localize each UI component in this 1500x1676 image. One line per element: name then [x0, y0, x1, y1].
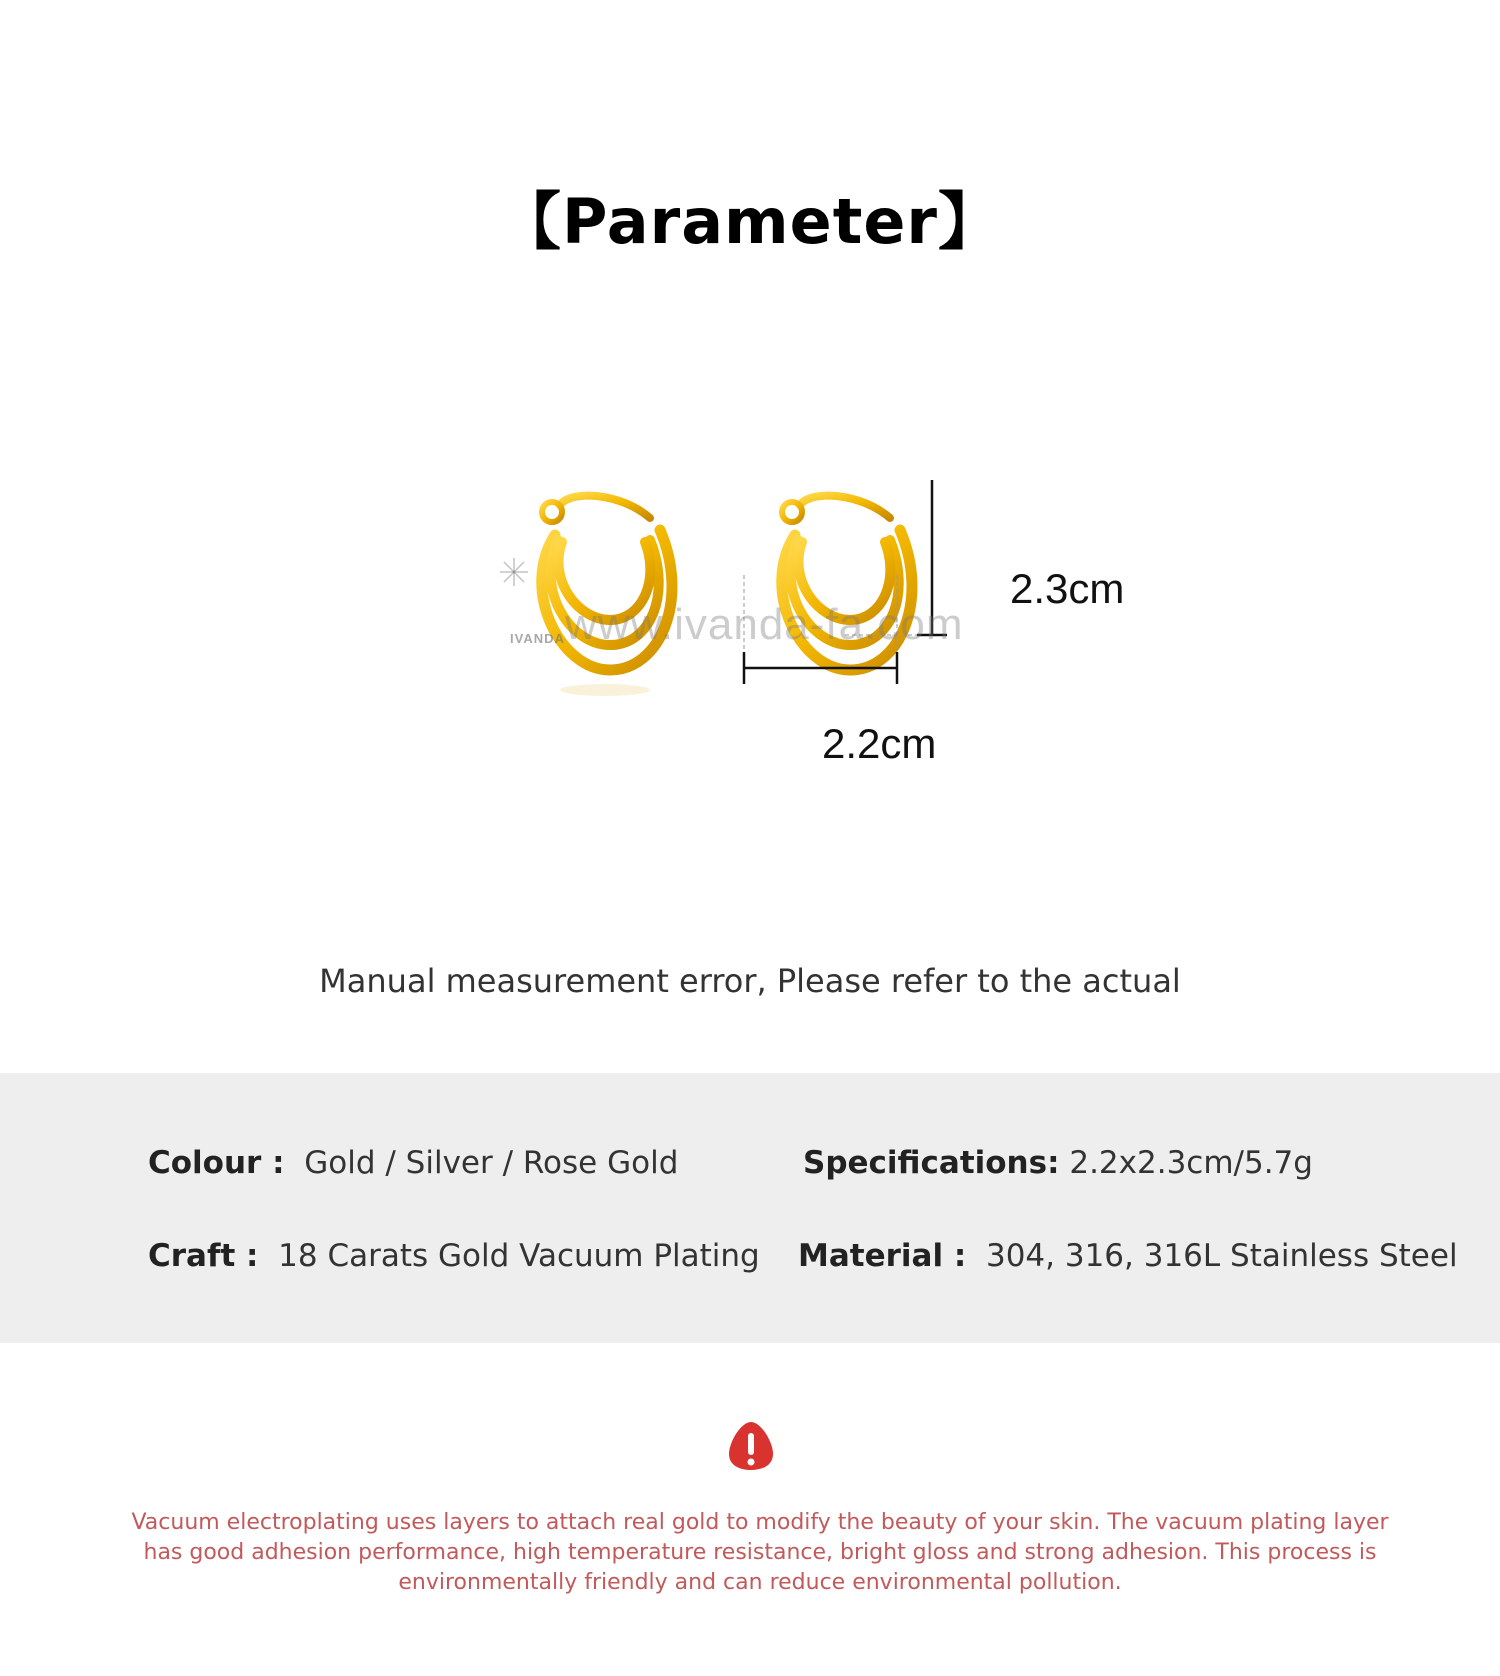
spec-material-key: Material :	[798, 1238, 967, 1274]
height-label: 2.3cm	[1010, 565, 1125, 612]
spec-specifications-value: 2.2x2.3cm/5.7g	[1069, 1145, 1313, 1181]
watermark-url: www.ivanda-fa.com	[565, 600, 964, 649]
spec-colour-value: Gold / Silver / Rose Gold	[304, 1145, 679, 1181]
spec-specifications	[803, 1145, 1313, 1181]
measurement-note: Manual measurement error, Please refer to the actual	[319, 962, 1181, 1000]
watermark-brand: IVANDA	[510, 631, 565, 646]
spec-band	[0, 1073, 1500, 1343]
page-title: 【Parameter】	[499, 185, 1001, 258]
width-label: 2.2cm	[822, 720, 937, 767]
spec-colour	[148, 1145, 678, 1181]
spec-colour-key: Colour :	[148, 1145, 285, 1181]
spec-specifications-key: Specifications:	[803, 1145, 1060, 1181]
spec-craft-key: Craft :	[148, 1238, 259, 1274]
warning-icon	[727, 1420, 775, 1472]
disclaimer-text: Vacuum electroplating uses layers to attach real gold to modify the beauty of your skin. The vacuum plating layer has good adhesion performance, high temperature resistance, bright gloss and strong adhesion. This process is environmentally friendly and can reduce environmental pollution.	[131, 1510, 1389, 1595]
spec-craft-value: 18 Carats Gold Vacuum Plating	[278, 1238, 760, 1274]
watermark-star-icon	[500, 558, 528, 586]
earring-left	[542, 496, 672, 696]
spec-craft	[148, 1238, 760, 1274]
spec-material-value: 304, 316, 316L Stainless Steel	[985, 1238, 1458, 1274]
spec-material	[798, 1238, 1458, 1274]
